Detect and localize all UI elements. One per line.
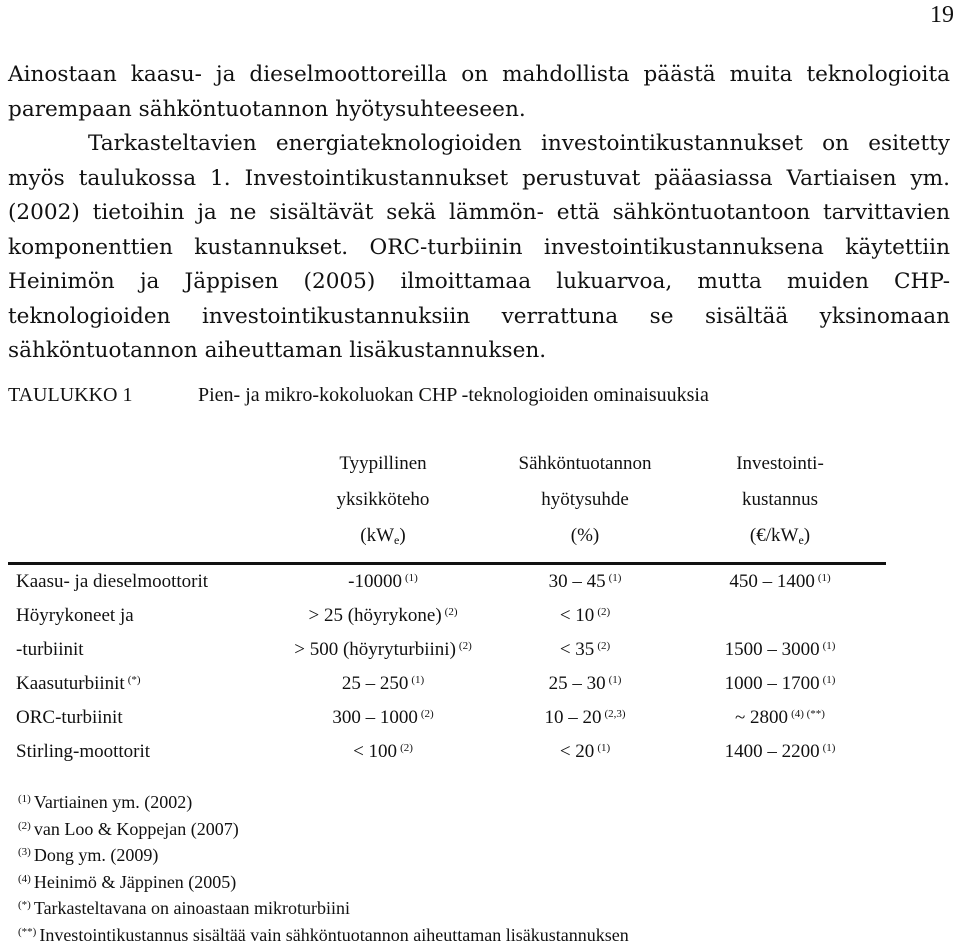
technology-name: Höyrykoneet ja — [8, 599, 270, 633]
efficiency-cell: < 20 $^{(1)}$ — [496, 735, 674, 769]
technology-name: Kaasu- ja dieselmoottorit — [8, 564, 270, 600]
footnote: $^{(2)}$ van Loo & Koppejan (2007) — [18, 815, 629, 842]
footnote: $^{(1)}$ Vartiainen ym. (2002) — [18, 788, 629, 815]
footnotes — [18, 788, 629, 947]
page-number: 19 — [930, 2, 954, 29]
table-row — [8, 735, 886, 769]
efficiency-cell: < 10 $^{(2)}$ — [496, 599, 674, 633]
cost-cell: 1400 – 2200 $^{(1)}$ — [674, 735, 886, 769]
unit-power-cell: 300 – 1000 $^{(2)}$ — [270, 701, 496, 735]
unit-power-cell: 25 – 250 $^{(1)}$ — [270, 667, 496, 701]
table-caption-text: Pien- ja mikro-kokoluokan CHP -teknologioiden ominaisuuksia — [198, 384, 709, 407]
header-efficiency: Sähköntuotannon hyötysuhde (%) — [496, 446, 674, 564]
efficiency-cell: 10 – 20 $^{(2,3)}$ — [496, 701, 674, 735]
technology-name: -turbiinit — [8, 633, 270, 667]
unit-power-cell: > 500 (höyryturbiini) $^{(2)}$ — [270, 633, 496, 667]
header-investment-cost: Investointi- kustannus $(€/kW_e)$ — [674, 446, 886, 564]
unit-power-cell: > 25 (höyrykone) $^{(2)}$ — [270, 599, 496, 633]
technology-name: ORC-turbiinit — [8, 701, 270, 735]
footnote: $^{(4)}$ Heinimö & Jäppinen (2005) — [18, 868, 629, 895]
technology-name: Stirling-moottorit — [8, 735, 270, 769]
body-text — [8, 58, 950, 369]
table-header-row — [8, 446, 886, 564]
table-row — [8, 633, 886, 667]
table-row — [8, 599, 886, 633]
cost-cell: ~ 2800 $^{(4) (**)}$ — [674, 701, 886, 735]
table-row — [8, 701, 886, 735]
paragraph: Tarkasteltavien energiateknologioiden investointikustannukset on esitetty myös taulukossa 1. Investointikustannukset perustuvat pääasiassa Vartiaisen ym. (2002) tietoihin ja ne sisältävät sekä lämmön- että sähköntuotantoon tarvittavien komponenttien kustannukset. ORC-turbiinin investointikustannuksena käytettiin Heinimön ja Jäppisen (2005) ilmoittamaa lukuarvoa, mutta muiden CHP-teknologioiden investointikustannuksiin verrattuna se sisältää yksinomaan sähköntuotannon aiheuttaman lisäkustannuksen. — [8, 127, 950, 369]
table-caption-label: TAULUKKO 1 — [8, 384, 133, 407]
cost-cell: 1500 – 3000 $^{(1)}$ — [674, 633, 886, 667]
header-unit-power: Tyypillinen yksikköteho $(kW_e)$ — [270, 446, 496, 564]
chp-technology-table — [8, 446, 886, 769]
paragraph: Ainostaan kaasu- ja dieselmoottoreilla on mahdollista päästä muita teknologioita parempaan sähköntuotannon hyötysuhteeseen. — [8, 58, 950, 127]
header-empty — [8, 446, 270, 564]
efficiency-cell: 30 – 45 $^{(1)}$ — [496, 564, 674, 600]
efficiency-cell: < 35 $^{(2)}$ — [496, 633, 674, 667]
table-row — [8, 667, 886, 701]
footnote: (**) Investointikustannus sisältää vain sähköntuotannon aiheuttaman lisäkustannuksen — [18, 921, 629, 947]
footnote: $^{(3)}$ Dong ym. (2009) — [18, 841, 629, 868]
footnote: (*) Tarkasteltavana on ainoastaan mikroturbiini — [18, 894, 629, 921]
table-row — [8, 564, 886, 600]
cost-cell — [674, 599, 886, 633]
cost-cell: 450 – 1400 $^{(1)}$ — [674, 564, 886, 600]
unit-power-cell: < 100 $^{(2)}$ — [270, 735, 496, 769]
efficiency-cell: 25 – 30 $^{(1)}$ — [496, 667, 674, 701]
technology-name: Kaasuturbiinit (*) — [8, 667, 270, 701]
cost-cell: 1000 – 1700 $^{(1)}$ — [674, 667, 886, 701]
unit-power-cell: -10000 $^{(1)}$ — [270, 564, 496, 600]
